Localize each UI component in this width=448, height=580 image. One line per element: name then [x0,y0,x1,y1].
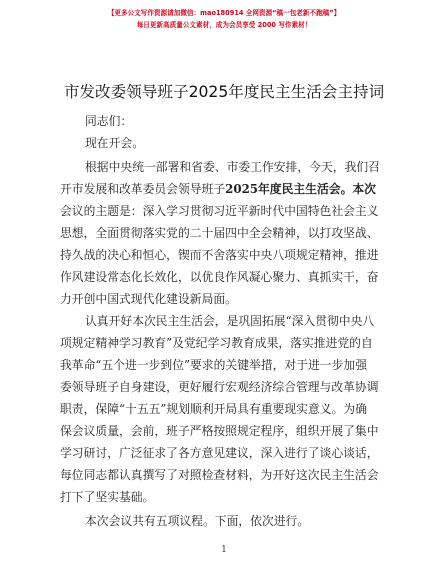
paragraph-2-line-4: 委领导班子自身建设，更好履行宏观经济综合管理与改革协调 [60,380,379,394]
paragraph-2-line-2: 项规定精神学习教育”及党纪学习教育成果，落实推进党的自 [60,336,373,350]
paragraph-1-line-5: 持久战的决心和恒心，锲而不舍落实中央八项规定精神，推进 [60,248,379,262]
paragraph-1-line-2 [60,181,376,198]
opening-line: 现在开会。 [85,136,144,150]
paragraph-1-line-3: 会议的主题是：深入学习贯彻习近平新时代中国特色社会主义 [60,204,379,218]
paragraph-2-line-3: 我革命“五个进一步到位”要求的关键举措，对于进一步加强 [60,358,367,372]
paragraph-1-line-4: 思想，全面贯彻落实党的二十届四中全会精神，以打攻坚战、 [60,226,379,240]
paragraph-2-line-5: 职责，保障“十五五”规划顺利开局具有重要现实意义。为确 [60,402,367,416]
paragraph-1-line-1: 根据中央统一部署和省委、市委工作安排，今天，我们召 [85,160,380,174]
promo-line-1: 【更多公文写作资源请加微信：mao180914 全网资源“稿一包老新不跑稿”】 [107,9,341,17]
paragraph-2-line-6: 保会议质量，会前，班子严格按照规定程序，组织开展了集中 [60,424,379,438]
promo-line-2: 每日更新高质量公文素材，成为会员享受 2000 写作素材！ [136,21,312,29]
paragraph-2-line-7: 学习研讨，广泛征求了各方意见建议，深入进行了谈心谈话， [60,446,379,460]
paragraph-1-line-7: 力开创中国式现代化建设新局面。 [60,292,237,306]
paragraph-2-line-1: 认真开好本次民主生活会，是巩固拓展“深入贯彻中央八 [85,314,375,328]
paragraph-3: 本次会议共有五项议程。下面，依次进行。 [85,514,310,528]
paragraph-2-line-8: 每位同志都认真撰写了对照检查材料，为开好这次民主生活会 [60,468,379,482]
page-number: 1 [221,545,227,555]
greeting: 同志们： [85,114,133,128]
promo-banner [0,7,448,31]
paragraph-1-line-6: 作风建设常态化长效化，以优良作风凝心聚力、真抓实干，奋 [60,270,379,284]
document-title: 市发改委领导班子2025年度民主生活会主持词 [63,83,385,101]
paragraph-1-line-2-text: 开市发展和改革委员会领导班子 [60,182,226,196]
meeting-name-highlight: 2025年度民主生活会。本次 [225,182,376,196]
paragraph-2-line-9: 打下了坚实基础。 [60,490,155,504]
